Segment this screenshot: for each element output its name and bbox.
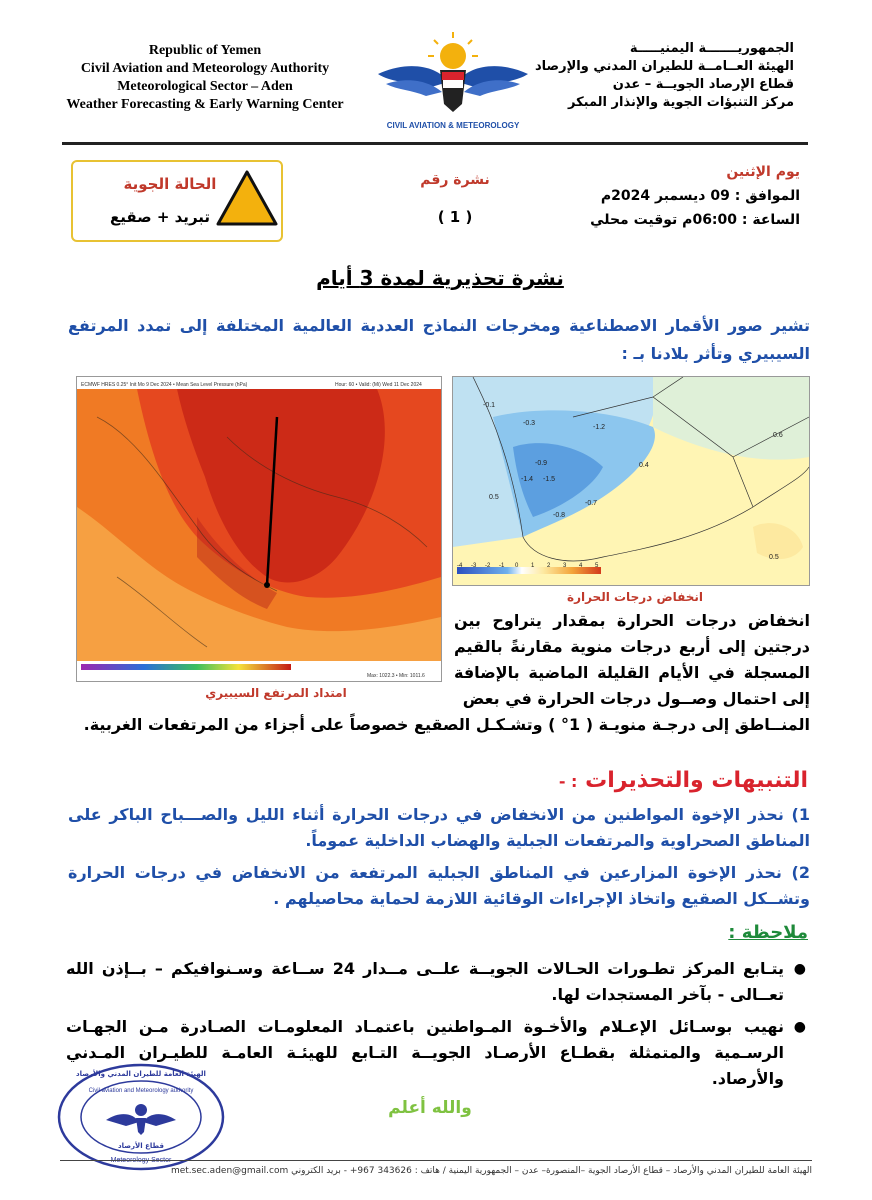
pressure-map-header-right: Hour: 60 • Valid: (Mi) Wed 11 Dec 2024 [335, 382, 422, 388]
header-ar-line: قطاع الإرصاد الجويــة – عدن [612, 77, 794, 92]
logo-sun-icon [428, 32, 478, 69]
pressure-map-footer: Max: 1022.3 • Min: 1011.6 [367, 673, 425, 679]
temperature-map-image [452, 376, 810, 586]
temp-label: -0.9 [535, 460, 548, 467]
pressure-map-caption: امتداد المرتفع السيبيري [205, 686, 347, 700]
notes-title: ملاحظة : [728, 922, 808, 943]
scale-tick: -2 [485, 563, 491, 569]
warning-triangle-icon [216, 170, 278, 226]
footer-contact: الهيئة العامة للطيران المدني والأرصاد – قطاع الأرصاد الجوية –المنصورة– عدن – الجمهورية اليمنية / هاتف : 343626 967+ - بريد الكتروني met.sec.aden@gmail.com [170, 1166, 812, 1176]
temp-label: 0.5 [489, 494, 499, 501]
scale-tick: 5 [595, 563, 599, 569]
bulletin-number: ( 1 ) [437, 208, 473, 226]
bulletin-date: الموافق : 09 ديسمبر 2024م [600, 188, 800, 204]
scale-tick: 3 [563, 563, 567, 569]
header-divider [62, 142, 808, 145]
scale-tick: 4 [579, 563, 583, 569]
header-en-line: Civil Aviation and Meteorology Authority [80, 61, 330, 76]
bullet-icon: ● [793, 961, 806, 977]
header-english [40, 42, 370, 114]
header-en-line: Meteorological Sector – Aden [117, 79, 293, 94]
temp-label: -1.2 [593, 424, 606, 431]
status-title: الحالة الجوية [123, 175, 217, 193]
temp-label: -0.3 [523, 420, 536, 427]
stamp-emblem-icon [106, 1104, 176, 1135]
alert-item: 2) نحذر الإخوة المزارعين في المناطق الجبلية المرتفعة من الانخفاض في درجات الحرارة وتشــكل الصقيع واتخاذ الإجراءات الوقائية اللازمة لحماية محاصيلهم . [68, 863, 810, 908]
note-item [66, 956, 806, 1008]
header-en-line: Weather Forecasting & Early Warning Center [66, 97, 344, 112]
temp-label: 0.5 [769, 554, 779, 561]
stamp-top-text: الهيئة العامة للطيران المدني والأرصاد [76, 1070, 206, 1078]
intro-paragraph: تشير صور الأقمار الاصطناعية ومخرجات النماذج العددية العالمية المختلفة إلى تمدد المرتفع السيبيري وتأثر بلادنا بـ : [68, 316, 810, 363]
main-title: نشرة تحذيرية لمدة 3 أيام [316, 266, 564, 290]
temp-label: 0.4 [639, 462, 649, 469]
bulletin-day: يوم الإثنين [726, 164, 800, 180]
note-text: يتـابع المركز تطـورات الحـالات الجويــة علــى مــدار 24 ســاعة وسـنوافيكم – بــإذن الله تعــالى - بآخر المستجدات لها. [66, 959, 784, 1004]
temp-label: -1.4 [521, 476, 534, 483]
bullet-icon: ● [793, 1019, 806, 1035]
closing-phrase: والله أعلم [388, 1098, 472, 1118]
alerts-list [68, 802, 810, 918]
alerts-title-text: التنبيهات والتحذيرات [585, 768, 808, 793]
official-stamp [56, 1062, 226, 1172]
pressure-map-header: ECMWF HRES 0.25° Init Mo 9 Dec 2024 • Mean Sea Level Pressure (hPa) [81, 382, 248, 388]
temp-label: -0.1 [483, 402, 496, 409]
temperature-paragraph: انخفاض درجات الحرارة بمقدار يتراوح بين درجتين إلى أربع درجات منوية مقارنةً بالقيم المسجلة في الأيام القليلة الماضية بالإضافة إلى احتمال وصــول درجات الحرارة في بعض [454, 611, 810, 708]
temp-label: 0.6 [773, 432, 783, 439]
alerts-title-separator: : - [558, 772, 578, 791]
header-ar-line: مركز التنبؤات الجوية والإنذار المبكر [568, 95, 794, 110]
scale-tick: 1 [531, 563, 535, 569]
bulletin-label: نشرة رقم [420, 172, 490, 188]
scale-tick: -1 [499, 563, 505, 569]
authority-logo [368, 26, 538, 134]
temperature-paragraph-end: المنــاطق إلى درجـة منويـة ( 1° ) وتشـكـل الصقيع خصوصاً على أجزاء من المرتفعات الغربية. [83, 715, 810, 734]
temp-label: -0.7 [585, 500, 598, 507]
header-en-line: Republic of Yemen [148, 43, 262, 58]
pressure-map-image [76, 376, 442, 682]
temp-label: -0.8 [553, 512, 566, 519]
alerts-title [559, 768, 808, 793]
temp-label: -1.5 [543, 476, 556, 483]
date-block [540, 160, 800, 232]
header-ar-line: الهيئة العــامــة للطيران المدني والإرصاد [535, 59, 794, 74]
stamp-bottom-text: قطاع الأرصاد [118, 1142, 164, 1150]
scale-tick: -3 [471, 563, 477, 569]
note-text: نهيب بوسـائل الإعـلام والأخـوة المـواطنين باعتمـاد المعلومـات الصـادرة مـن الجهـات الرسـمية والمتمثلة بقطـاع الأرصـاد الجويــة التـابع للهيئـة العامـة للطيـران المـدني والأرصاد. [66, 1017, 784, 1088]
logo-text: CIVIL AVIATION & METEOROLOGY [386, 121, 520, 130]
header-arabic [494, 40, 794, 112]
scale-tick: 0 [515, 563, 519, 569]
header-ar-line: الجمهوريـــــــة اليمنيـــــة [629, 41, 794, 56]
alert-item: 1) نحذر الإخوة المواطنين من الانخفاض في درجات الحرارة أثناء الليل والصـــباح الباكر على المناطق الصحراوية والمرتفعات الجبلية والهضاب الداخلية عموماً. [68, 805, 810, 850]
stamp-en-curve: Civil aviation and Meteorology authority [88, 1088, 194, 1094]
scale-tick: -4 [457, 563, 463, 569]
scale-tick: 2 [547, 563, 551, 569]
bulletin-time: الساعة : 06:00م توقيت محلي [590, 212, 800, 228]
temperature-map-caption: انخفاض درجات الحرارة [566, 590, 704, 604]
footer-divider [60, 1160, 812, 1161]
status-value: تبريد + صقيع [109, 208, 211, 226]
